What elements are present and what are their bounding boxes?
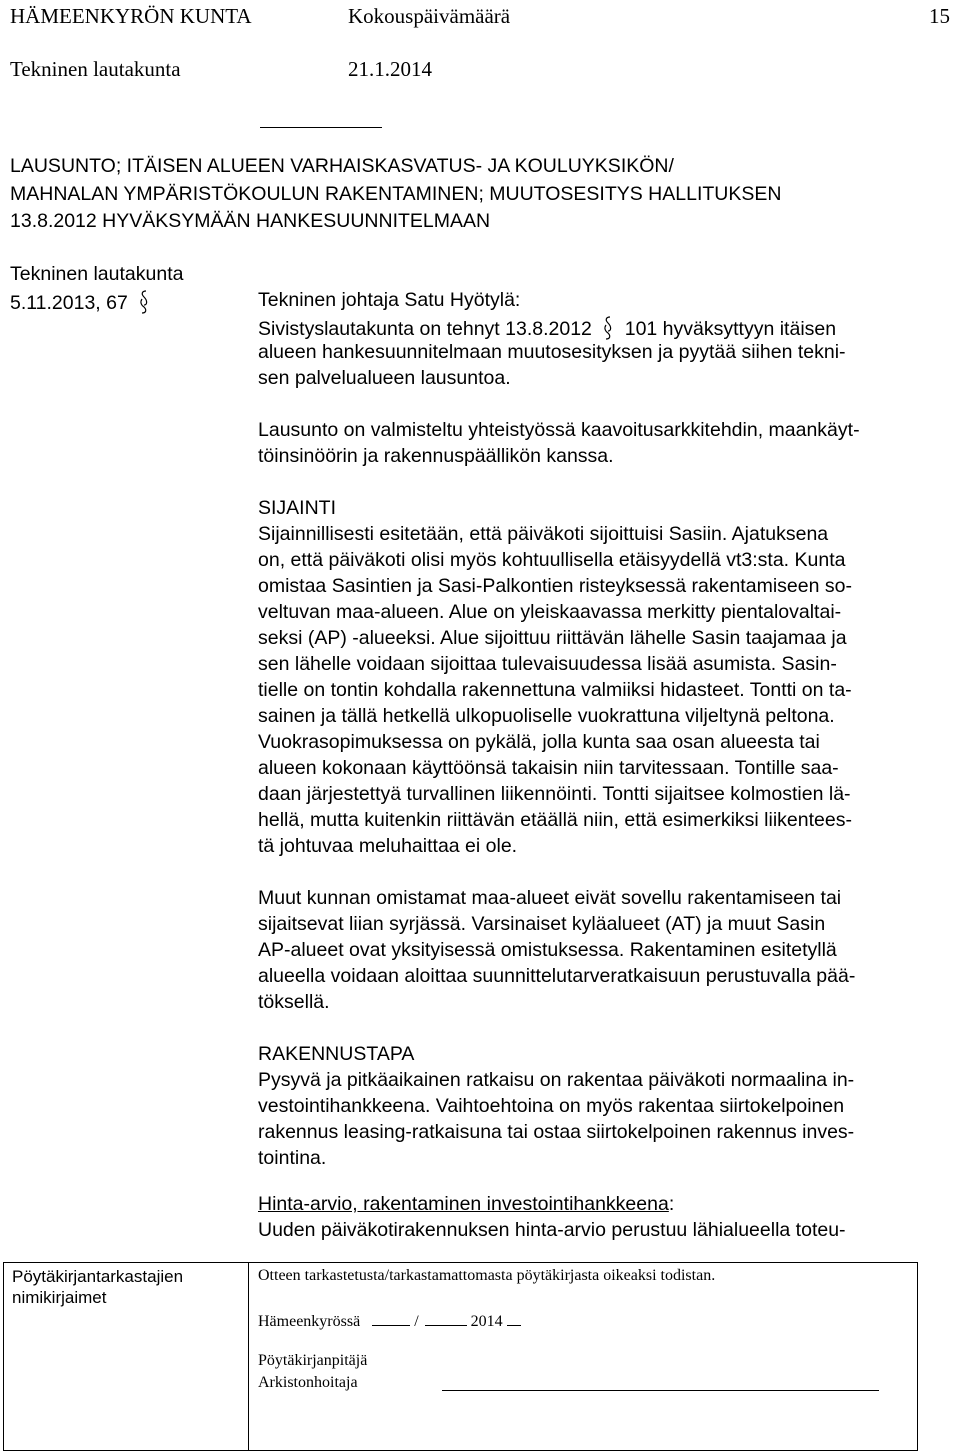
title-line-2: MAHNALAN YMPÄRISTÖKOULUN RAKENTAMINEN; MUUTOSESITYS HALLITUKSEN — [10, 183, 782, 205]
footer-initials-label-2: nimikirjaimet — [12, 1288, 107, 1307]
title-line-3: 13.8.2012 HYVÄKSYMÄÄN HANKESUUNNITELMAAN — [10, 210, 491, 232]
footer-right-rule — [917, 1262, 918, 1451]
sijainti-line: tielle on tontin kohdalla rakennettuna valmiiksi hidasteet. Tontti on ta- — [258, 679, 852, 701]
sijainti-line: alueen kokonaan käyttöönsä takaisin niin tarvitessaan. Tontille saa- — [258, 757, 839, 779]
sijainti-line: omistaa Sasintien ja Sasi-Palkontien risteyksessä rakentamiseen so- — [258, 575, 852, 597]
header-rule — [260, 127, 382, 128]
intro-line-1 — [258, 315, 836, 341]
year-blank — [507, 1309, 521, 1326]
history-board: Tekninen lautakunta — [10, 263, 184, 285]
month-blank — [425, 1309, 467, 1326]
intro-text-a: Sivistyslautakunta on tehnyt 13.8.2012 — [258, 318, 592, 340]
footer-initials-label-1: Pöytäkirjantarkastajien — [12, 1267, 184, 1286]
page-number: 15 — [929, 4, 950, 28]
title-line-1: LAUSUNTO; ITÄISEN ALUEEN VARHAISKASVATUS- JA KOULUYKSIKÖN/ — [10, 155, 674, 177]
rakennustapa-heading: RAKENNUSTAPA — [258, 1043, 415, 1065]
presenter: Tekninen johtaja Satu Hyötylä: — [258, 289, 521, 311]
footer-keeper: Pöytäkirjanpitäjä — [258, 1352, 368, 1369]
footer-place-row — [258, 1309, 521, 1331]
intro-line-2: alueen hankesuunnitelmaan muutosesityksen ja pyytää siihen tekni- — [258, 341, 846, 363]
footer-archivist: Arkistonhoitaja — [258, 1374, 358, 1391]
signature-line — [442, 1390, 879, 1391]
sijainti-heading: SIJAINTI — [258, 497, 337, 519]
sijainti-line: veltuvan maa-alueen. Alue on yleiskaavassa merkitty pientalovaltai- — [258, 601, 842, 623]
meeting-date: 21.1.2014 — [348, 57, 432, 81]
intro-line-3: sen palvelualueen lausuntoa. — [258, 367, 511, 389]
hinta-heading-colon: : — [668, 1193, 675, 1215]
hinta-heading-row — [258, 1193, 674, 1216]
rakennustapa-line: Pysyvä ja pitkäaikainen ratkaisu on rakentaa päiväkoti normaalina in- — [258, 1069, 855, 1091]
footer-certify: Otteen tarkastetusta/tarkastamattomasta pöytäkirjasta oikeaksi todistan. — [258, 1267, 716, 1284]
footer-left-rule — [3, 1262, 4, 1451]
sijainti-line: hellä, mutta kuitenkin riittävän etäällä niin, että esimerkiksi liikentees- — [258, 809, 852, 831]
muut-line: AP-alueet ovat yksityisessä omistuksessa. Rakentaminen esitetyllä — [258, 939, 837, 961]
footer-divider-rule — [248, 1262, 249, 1451]
sijainti-line: sen lähelle voidaan sijoittaa tulevaisuudessa lisää asumista. Sasin- — [258, 653, 837, 675]
day-blank — [372, 1309, 410, 1326]
sijainti-line: on, että päiväkoti olisi myös kohtuullisella etäisyydellä vt3:sta. Kunta — [258, 549, 846, 571]
history-ref-text: 5.11.2013, 67 — [10, 292, 128, 314]
sijainti-line: tä johtuvaa meluhaittaa ei ole. — [258, 835, 518, 857]
sijainti-line: sainen ja tällä hetkellä ulkopuoliselle vuokrattuna viljeltynä peltona. — [258, 705, 835, 727]
rakennustapa-line: vestointihankkeena. Vaihtoehtoina on myös rakentaa siirtokelpoinen — [258, 1095, 845, 1117]
section-sign-icon — [603, 315, 613, 341]
board-name: Tekninen lautakunta — [10, 57, 181, 81]
footer-slash: / — [414, 1313, 419, 1330]
muut-line: töksellä. — [258, 991, 330, 1013]
sijainti-line: Sijainnillisesti esitetään, että päiväkoti sijoittuisi Sasiin. Ajatuksena — [258, 523, 829, 545]
hinta-line: Uuden päiväkotirakennuksen hinta-arvio perustuu lähialueella toteu- — [258, 1219, 846, 1241]
rakennustapa-line: tointina. — [258, 1147, 327, 1169]
muut-line: sijaitsevat liian syrjässä. Varsinaiset kyläalueet (AT) ja muut Sasin — [258, 913, 826, 935]
footer-bottom-rule — [3, 1450, 918, 1451]
muut-line: alueella voidaan aloittaa suunnittelutarveratkaisuun perustuvalla pää- — [258, 965, 856, 987]
footer-top-rule — [3, 1262, 918, 1263]
footer-place: Hämeenkyrössä — [258, 1313, 361, 1330]
lausunto-line-2: töinsinöörin ja rakennuspäällikön kanssa. — [258, 445, 614, 467]
section-sign-icon — [139, 289, 149, 315]
sijainti-line: seksi (AP) -alueeksi. Alue sijoittuu riittävän lähelle Sasin taajamaa ja — [258, 627, 847, 649]
footer-year: 2014 — [470, 1313, 503, 1330]
muut-line: Muut kunnan omistamat maa-alueet eivät sovellu rakentamiseen tai — [258, 887, 842, 909]
municipality-name: HÄMEENKYRÖN KUNTA — [10, 4, 252, 28]
rakennustapa-line: rakennus leasing-ratkaisuna tai ostaa siirtokelpoinen rakennus inves- — [258, 1121, 855, 1143]
history-reference — [10, 289, 149, 315]
hinta-heading: Hinta-arvio, rakentaminen investointihankkeena — [258, 1193, 669, 1215]
sijainti-line: daan järjestettyä turvallinen liikennöinti. Tontti sijaitsee kolmostien lä- — [258, 783, 851, 805]
lausunto-line-1: Lausunto on valmisteltu yhteistyössä kaavoitusarkkitehdin, maankäyt- — [258, 419, 860, 441]
document-type: Kokouspäivämäärä — [348, 4, 511, 28]
sijainti-line: Vuokrasopimuksessa on pykälä, jolla kunta saa osan alueesta tai — [258, 731, 820, 753]
intro-text-b: 101 hyväksyttyyn itäisen — [624, 318, 837, 340]
